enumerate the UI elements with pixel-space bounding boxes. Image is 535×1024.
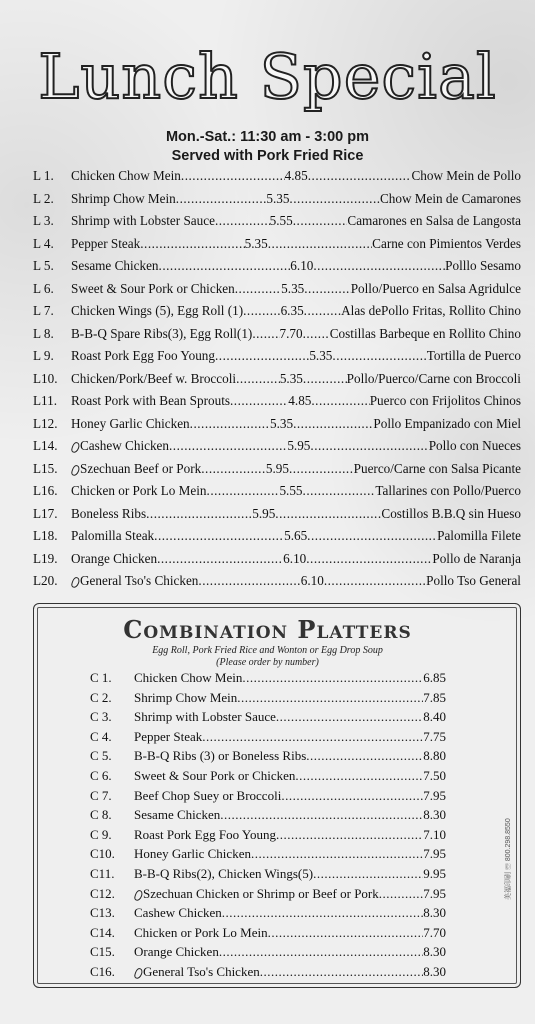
chili-pepper-icon: [71, 440, 79, 451]
item-name: [134, 905, 222, 921]
item-name-text: General Tso's Chicken: [80, 573, 199, 588]
combination-item: [90, 748, 446, 768]
dot-leader: [222, 905, 424, 921]
item-name: [134, 748, 306, 764]
item-price: 5.55: [269, 213, 293, 228]
item-name: [134, 944, 219, 960]
item-name: [134, 846, 251, 862]
item-price: 6.10: [290, 258, 314, 273]
hours-text: Mon.-Sat.: 11:30 am - 3:00 pm: [165, 129, 370, 145]
item-price: 5.35: [244, 235, 268, 251]
item-price: 8.30: [423, 944, 446, 960]
item-price: 4.85: [288, 393, 312, 408]
item-price: 7.95: [423, 846, 446, 862]
item-name-text: Sesame Chicken: [134, 807, 221, 823]
item-price: 5.35: [309, 348, 333, 363]
dot-leader: [332, 348, 426, 364]
item-name-english: [71, 551, 157, 567]
item-name-text: Chicken Wings (5), Egg Roll (1): [71, 303, 244, 318]
dot-leader: [181, 168, 285, 184]
item-price: 6.10: [283, 550, 307, 566]
lunch-item: [33, 236, 521, 259]
item-name-english: [71, 528, 154, 544]
dot-leader: [293, 213, 348, 229]
dot-leader: [237, 690, 423, 706]
dot-leader: [379, 886, 423, 902]
dot-leader: [313, 258, 445, 274]
item-name-english: [71, 281, 235, 297]
item-price: 5.65: [284, 528, 308, 543]
item-name: [134, 886, 379, 902]
combination-list: [90, 670, 446, 984]
lunch-item: [33, 168, 521, 191]
dot-leader: [307, 528, 437, 544]
item-code: C11.: [90, 865, 115, 881]
item-code: C 1.: [90, 670, 112, 685]
item-name-text: B-B-Q Ribs (3) or Boneless Ribs: [134, 748, 307, 764]
dot-leader: [310, 438, 428, 454]
dot-leader: [220, 807, 423, 823]
dot-leader: [215, 213, 270, 229]
combination-title: Combination Platters: [123, 615, 412, 644]
item-name-spanish: Chow Mein de Pollo: [411, 168, 521, 183]
item-name-spanish: Costillos B.B.Q sin Hueso: [381, 505, 521, 521]
item-code: C 7.: [90, 787, 112, 803]
item-name-text: Honey Garlic Chicken: [134, 846, 251, 862]
item-code: L 7.: [33, 303, 54, 318]
dot-leader: [295, 768, 423, 784]
item-name-spanish: Costillas Barbeque en Rollito Chino: [329, 325, 521, 341]
item-name-text: Sesame Chicken: [71, 258, 159, 273]
item-name-spanish: Carne con Pimientos Verdes: [372, 235, 521, 251]
item-name-english: [71, 191, 176, 207]
item-name-spanish: Pollo de Naranja: [432, 550, 521, 566]
item-code: C 8.: [90, 807, 112, 823]
lunch-item: [33, 303, 521, 326]
combination-item: [90, 846, 446, 866]
item-code: C16.: [90, 963, 115, 979]
item-code: L19.: [33, 550, 58, 566]
dot-leader: [268, 236, 372, 252]
dot-leader: [293, 416, 373, 432]
item-name: [134, 788, 281, 804]
lunch-item: [33, 461, 521, 484]
combination-subtitle: Egg Roll, Pork Fried Rice and Wonton or Egg Drop Soup: [152, 645, 383, 656]
dot-leader: [236, 371, 280, 387]
item-name-text: Sweet & Sour Pork or Chicken: [71, 280, 235, 296]
printer-credit: 美福印刷 ☏ 800.298.8550: [505, 818, 512, 900]
item-code: C13.: [90, 905, 115, 921]
lunch-item: [33, 371, 521, 394]
item-code: C15.: [90, 944, 115, 960]
combination-item: [90, 925, 446, 945]
dot-leader: [230, 393, 288, 409]
item-code: L 5.: [33, 258, 54, 273]
item-name-english: [71, 258, 159, 274]
chili-pepper-icon: [71, 575, 79, 586]
dot-leader: [303, 371, 347, 387]
dot-leader: [176, 191, 267, 207]
item-price: 7.95: [423, 787, 446, 803]
chili-pepper-icon: [134, 888, 142, 899]
dot-leader: [289, 191, 380, 207]
lunch-item: [33, 438, 521, 461]
dot-leader: [243, 303, 280, 319]
item-code: L 6.: [33, 280, 54, 296]
dot-leader: [308, 168, 412, 184]
dot-leader: [306, 551, 432, 567]
item-code: C10.: [90, 846, 115, 862]
item-code: L 9.: [33, 348, 54, 363]
item-price: 5.35: [279, 370, 303, 386]
dot-leader: [198, 573, 300, 589]
lunch-item: [33, 573, 521, 596]
dot-leader: [252, 326, 279, 342]
item-code: C12.: [90, 885, 115, 901]
item-name: [134, 690, 237, 706]
item-name-english: [71, 213, 215, 229]
item-name-english: [71, 573, 198, 589]
item-price: 6.85: [423, 670, 446, 685]
chili-pepper-icon: [134, 966, 142, 977]
item-name-text: Szechuan Beef or Pork: [80, 460, 202, 476]
item-name: [134, 670, 242, 686]
item-code: L 2.: [33, 190, 54, 206]
item-price: 8.30: [423, 963, 446, 979]
item-code: L18.: [33, 528, 58, 543]
item-name: [134, 807, 220, 823]
item-name-text: General Tso's Chicken: [143, 963, 260, 979]
dot-leader: [219, 944, 423, 960]
item-name-english: [71, 326, 252, 342]
lunch-item: [33, 191, 521, 214]
dot-leader: [190, 416, 270, 432]
item-price: 5.95: [287, 438, 311, 453]
item-name-text: Chicken Chow Mein: [134, 670, 243, 685]
item-name: [134, 729, 202, 745]
item-name-text: Shrimp with Lobster Sauce: [71, 213, 215, 228]
combination-item: [90, 886, 446, 906]
item-name-text: Chicken or Pork Lo Mein: [71, 483, 207, 498]
item-name-spanish: Tortilla de Puerco: [426, 348, 521, 363]
lunch-item: [33, 326, 521, 349]
item-name-english: [71, 416, 190, 432]
lunch-item: [33, 258, 521, 281]
dot-leader: [242, 670, 423, 686]
dot-leader: [311, 393, 369, 409]
dot-leader: [154, 528, 284, 544]
item-code: L15.: [33, 460, 58, 476]
item-price: 7.70: [423, 924, 446, 940]
item-code: L20.: [33, 573, 58, 588]
item-name-english: [71, 348, 215, 364]
lunch-item: [33, 281, 521, 304]
lunch-item: [33, 506, 521, 529]
item-price: 7.10: [423, 826, 446, 842]
item-code: L14.: [33, 438, 58, 453]
item-name: [134, 709, 276, 725]
item-name-english: [71, 461, 201, 477]
item-name-text: Chicken or Pork Lo Mein: [134, 924, 268, 940]
dot-leader: [304, 303, 341, 319]
dot-leader: [140, 236, 244, 252]
item-price: 8.30: [423, 807, 446, 823]
lunch-item: [33, 551, 521, 574]
item-code: C 2.: [90, 689, 112, 705]
lunch-item: [33, 393, 521, 416]
dot-leader: [281, 788, 423, 804]
item-name: [134, 964, 260, 980]
item-price: 8.30: [423, 905, 446, 921]
item-name-text: Pepper Steak: [134, 728, 203, 744]
chili-pepper-icon: [71, 463, 79, 474]
item-name-text: Shrimp Chow Mein: [71, 190, 176, 206]
item-name-english: [71, 371, 236, 387]
item-code: L17.: [33, 505, 58, 521]
item-name-text: Chicken Chow Mein: [71, 168, 181, 183]
dot-leader: [201, 461, 266, 477]
dot-leader: [251, 846, 423, 862]
lunch-item: [33, 528, 521, 551]
item-code: L 3.: [33, 213, 54, 228]
item-name-text: B-B-Q Spare Ribs(3), Egg Roll(1): [71, 325, 253, 341]
item-code: C 6.: [90, 767, 112, 783]
dot-leader: [215, 348, 309, 364]
item-price: 7.85: [423, 689, 446, 705]
dot-leader: [169, 438, 287, 454]
item-code: L12.: [33, 415, 58, 431]
item-name-english: [71, 168, 181, 184]
combination-item: [90, 788, 446, 808]
dot-leader: [276, 827, 423, 843]
item-price: 5.95: [252, 505, 276, 521]
dot-leader: [276, 709, 423, 725]
dot-leader: [157, 551, 283, 567]
item-price: 5.35: [266, 190, 290, 206]
lunch-special-list: [33, 168, 521, 596]
combination-item: [90, 827, 446, 847]
item-code: C 9.: [90, 826, 112, 842]
item-price: 7.75: [423, 728, 446, 744]
item-name-text: Roast Pork Egg Foo Young: [71, 348, 215, 363]
item-name-text: Cashew Chicken: [134, 905, 222, 921]
item-code: C14.: [90, 924, 115, 940]
dot-leader: [207, 483, 280, 499]
item-price: 6.10: [300, 573, 324, 588]
item-name-spanish: Pollo/Puerco/Carne con Broccoli: [346, 370, 521, 386]
item-name-english: [71, 393, 230, 409]
combination-item: [90, 944, 446, 964]
combination-item: [90, 670, 446, 690]
item-name: [134, 866, 313, 882]
item-code: L 4.: [33, 235, 54, 251]
lunch-item: [33, 483, 521, 506]
item-name-text: Shrimp with Lobster Sauce: [134, 709, 276, 725]
item-name-text: Szechuan Chicken or Shrimp or Beef or Pork: [143, 885, 379, 901]
dot-leader: [306, 748, 423, 764]
combination-item: [90, 768, 446, 788]
item-price: 6.35: [280, 303, 304, 318]
item-price: 5.95: [265, 460, 289, 476]
item-name-text: Pepper Steak: [71, 235, 141, 251]
item-price: 8.40: [423, 709, 446, 725]
dot-leader: [260, 964, 424, 980]
item-name-english: [71, 483, 207, 499]
item-code: C 4.: [90, 728, 112, 744]
dot-leader: [313, 866, 423, 882]
combination-note: (Please order by number): [216, 657, 319, 668]
item-code: C 5.: [90, 748, 112, 764]
item-name-text: Roast Pork Egg Foo Young: [134, 826, 276, 842]
item-name-text: B-B-Q Ribs(2), Chicken Wings(5): [134, 865, 314, 881]
lunch-item: [33, 348, 521, 371]
item-price: 7.95: [423, 885, 446, 901]
item-name-spanish: Pollo Empanizado con Miel: [373, 415, 521, 431]
dot-leader: [235, 281, 281, 297]
item-name: [134, 925, 268, 941]
item-price: 9.95: [423, 865, 446, 881]
item-name-text: Sweet & Sour Pork or Chicken: [134, 767, 296, 783]
dot-leader: [324, 573, 426, 589]
item-name: [134, 827, 276, 843]
item-name-spanish: Camarones en Salsa de Langosta: [347, 213, 521, 228]
combination-item: [90, 690, 446, 710]
item-name-text: Shrimp Chow Mein: [134, 689, 238, 705]
item-name-spanish: Polllo Sesamo: [445, 258, 521, 273]
item-name-spanish: Pollo/Puerco en Salsa Agridulce: [350, 280, 521, 296]
item-price: 5.55: [279, 483, 303, 498]
item-price: 4.85: [284, 168, 308, 183]
item-code: L16.: [33, 483, 58, 498]
dot-leader: [304, 281, 350, 297]
dot-leader: [268, 925, 424, 941]
item-name-text: Chicken/Pork/Beef w. Broccoli: [71, 370, 237, 386]
item-name-spanish: Chow Mein de Camarones: [379, 190, 521, 206]
dot-leader: [159, 258, 291, 274]
item-name-text: Orange Chicken: [134, 944, 219, 960]
item-name-english: [71, 303, 243, 319]
item-price: 5.35: [281, 280, 305, 296]
item-name-text: Orange Chicken: [71, 550, 158, 566]
item-code: C 3.: [90, 709, 112, 725]
item-name-spanish: Puerco/Carne con Salsa Picante: [353, 460, 521, 476]
item-name-spanish: Palomilla Filete: [437, 528, 521, 543]
lunch-item: [33, 213, 521, 236]
item-name-text: Honey Garlic Chicken: [71, 415, 190, 431]
dot-leader: [146, 506, 252, 522]
served-with-text: Served with Pork Fried Rice: [171, 148, 364, 164]
combination-item: [90, 709, 446, 729]
combination-item: [90, 905, 446, 925]
item-name-text: Palomilla Steak: [71, 528, 155, 543]
combination-item: [90, 729, 446, 749]
item-code: L10.: [33, 370, 58, 386]
dot-leader: [303, 483, 376, 499]
item-name-english: [71, 438, 169, 454]
item-name-text: Cashew Chicken: [80, 438, 169, 453]
item-name-spanish: Alas dePollo Fritas, Rollito Chino: [341, 303, 521, 318]
lunch-item: [33, 416, 521, 439]
item-name: [134, 768, 295, 784]
item-code: L 8.: [33, 325, 54, 341]
page-title: Lunch Special: [38, 40, 497, 113]
item-name-text: Roast Pork with Bean Sprouts: [71, 393, 230, 408]
combination-item: [90, 964, 446, 984]
item-name-text: Boneless Ribs: [71, 505, 147, 521]
item-name-text: Beef Chop Suey or Broccoli: [134, 787, 282, 803]
item-name-english: [71, 236, 140, 252]
item-price: 7.50: [423, 767, 446, 783]
item-code: L11.: [33, 393, 58, 408]
dot-leader: [303, 326, 330, 342]
item-name-spanish: Pollo Tso General: [426, 573, 521, 588]
item-name-spanish: Puerco con Frijolitos Chinos: [369, 393, 521, 408]
item-code: L 1.: [33, 168, 54, 183]
item-name-english: [71, 506, 146, 522]
item-price: 8.80: [423, 748, 446, 764]
dot-leader: [289, 461, 354, 477]
dot-leader: [275, 506, 381, 522]
combination-item: [90, 866, 446, 886]
combination-item: [90, 807, 446, 827]
item-name-spanish: Tallarines con Pollo/Puerco: [375, 483, 521, 498]
item-price: 7.70: [279, 325, 303, 341]
dot-leader: [202, 729, 423, 745]
item-name-spanish: Pollo con Nueces: [428, 438, 521, 453]
item-price: 5.35: [269, 415, 294, 431]
